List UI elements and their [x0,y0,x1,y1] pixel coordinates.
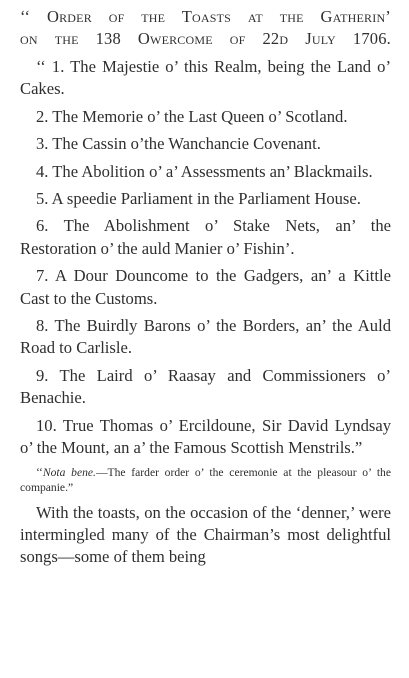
toast-item-6: 6. The Abolishment o’ Stake Nets, an’ the Restoration o’ the auld Manier o’ Fishin’. [20,216,391,258]
toast-item-2: 2. The Memorie o’ the Last Queen o’ Scotland. [36,106,348,126]
footnote-open-quote: ‘‘ [36,465,43,479]
footnote-label: Nota bene. [42,465,96,479]
toast-item-10: 10. True Thomas o’ Ercildoune, Sir David Lyndsay o’ the Mount, an a’ the Famous Scottish Menstrils.” [20,415,391,458]
heading-line-1: ‘‘ Order of the Toasts at the Gatherin’ [20,7,391,26]
toast-item-5: 5. A speedie Parliament in the Parliament House. [36,189,361,209]
toast-item-8: 8. The Buirdly Barons o’ the Borders, an’ the Auld Road to Carlisle. [20,316,391,358]
toast-item-3: 3. The Cassin o’the Wanchancie Covenant. [36,134,321,154]
toast-item-9: 9. The Laird o’ Raasay and Commissioners o’ Benachie. [20,365,391,408]
closing-paragraph: With the toasts, on the occasion of the ‘denner,’ were intermingled many of the Chairman’s most delightful songs—some of them being [20,502,391,567]
heading-line-2: on the 138 Owercome of 22d July 1706. [20,29,391,48]
toast-item-1: ‘‘ 1. The Majestie o’ this Realm, being the Land o’ Cakes. [20,57,391,99]
toast-list-heading [20,6,391,50]
toast-item-4: 4. The Abolition o’ a’ Assessments an’ Blackmails. [36,161,373,181]
footnote [20,465,391,495]
footnote-text: —The farder order o’ the ceremonie at the pleasour o’ the companie.” [20,465,391,494]
toast-item-7: 7. A Dour Douncome to the Gadgers, an’ a Kittle Cast to the Customs. [20,266,391,308]
